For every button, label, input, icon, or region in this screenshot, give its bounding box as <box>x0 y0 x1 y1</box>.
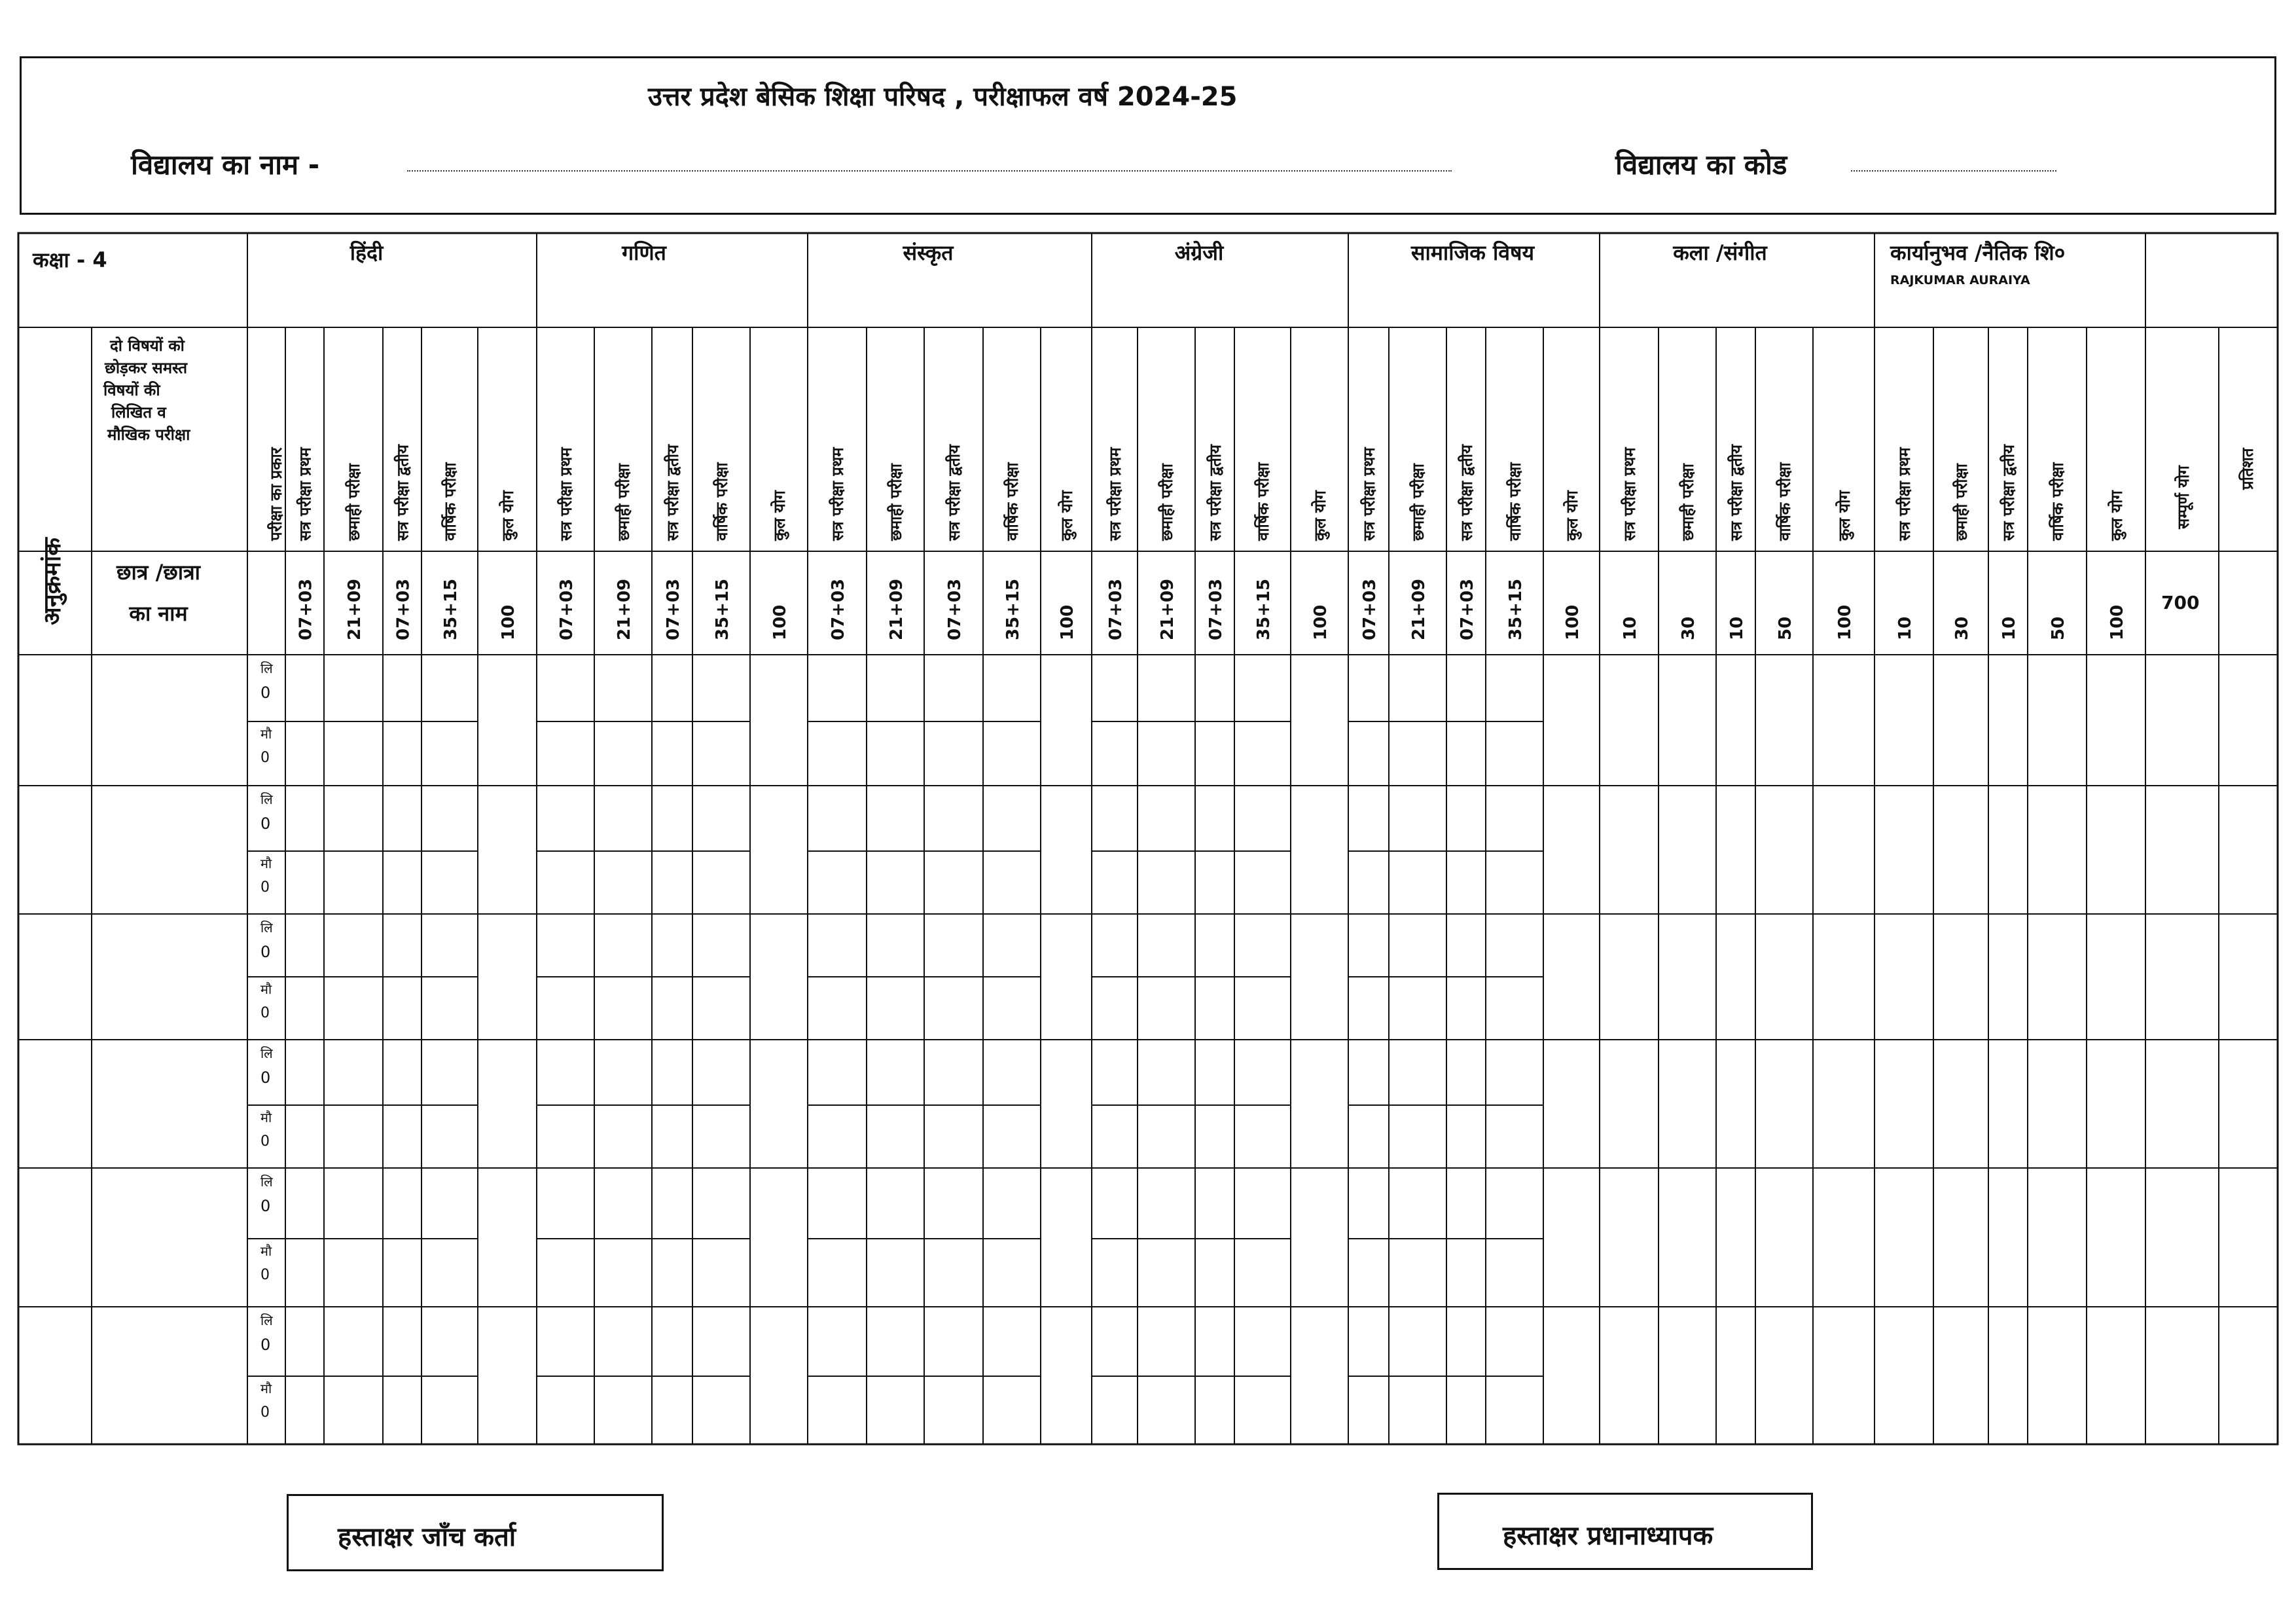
school-code-label: विद्यालय का कोड <box>1615 149 1787 181</box>
column-header: वार्षिक परीक्षा <box>713 462 731 541</box>
column-header: वार्षिक परीक्षा <box>1506 462 1524 541</box>
max-marks: 21+09 <box>615 578 634 640</box>
max-marks: 07+03 <box>393 578 414 640</box>
column-header: वार्षिक परीक्षा <box>2049 462 2067 541</box>
max-marks: 21+09 <box>887 578 906 640</box>
max-marks: 21+09 <box>1409 578 1429 640</box>
max-marks: 100 <box>1835 604 1855 640</box>
written-label: लि <box>260 1313 273 1328</box>
column-header: कुल योग <box>1058 490 1076 541</box>
column-header: छमाही परीक्षा <box>887 464 905 541</box>
written-label: लि <box>260 792 273 807</box>
column-header: कुल योग <box>1563 490 1581 541</box>
column-header: सत्र परीक्षा द्वतीय <box>2000 445 2018 541</box>
max-marks: 10 <box>1895 616 1915 640</box>
max-marks: 10 <box>1621 616 1640 640</box>
max-marks: 10 <box>2000 616 2019 640</box>
written-zero: 0 <box>260 814 271 833</box>
column-header: वार्षिक परीक्षा <box>1003 462 1022 541</box>
oral-zero: 0 <box>260 1005 270 1021</box>
max-marks: 07+03 <box>1206 578 1226 640</box>
max-marks: 50 <box>2049 616 2068 640</box>
max-marks: 07+03 <box>296 578 316 640</box>
subject-header: सामाजिक विषय <box>1410 240 1535 265</box>
oral-label: मौ <box>260 1110 272 1125</box>
column-header: सत्र परीक्षा प्रथम <box>1621 447 1639 541</box>
column-header: छमाही परीक्षा <box>345 464 363 541</box>
column-header: कुल योग <box>770 490 789 541</box>
max-marks: 35+15 <box>1254 578 1274 640</box>
max-marks: 07+03 <box>829 578 848 640</box>
max-marks: 50 <box>1776 616 1795 640</box>
roll-number-header: अनुक्रमांक <box>39 538 66 625</box>
oral-zero: 0 <box>260 750 270 766</box>
max-marks: 35+15 <box>441 578 461 640</box>
instruction-text: मौखिक परीक्षा <box>107 426 190 444</box>
column-header: सत्र परीक्षा द्वतीय <box>1727 445 1746 541</box>
grand-total-header: सम्पूर्ण योग <box>2174 465 2193 529</box>
max-marks: 35+15 <box>1003 578 1023 640</box>
max-marks: 10 <box>1727 616 1747 640</box>
school-name-label: विद्यालय का नाम - <box>131 149 320 181</box>
written-zero: 0 <box>260 1336 271 1354</box>
max-marks: 35+15 <box>1506 578 1526 640</box>
oral-label: मौ <box>260 726 272 742</box>
column-header: सत्र परीक्षा प्रथम <box>829 447 847 541</box>
column-header: छमाही परीक्षा <box>1409 464 1427 541</box>
exam-type-header: परीक्षा का प्रकार <box>267 447 285 541</box>
column-header: सत्र परीक्षा प्रथम <box>1106 447 1124 541</box>
max-marks: 21+09 <box>345 578 365 640</box>
max-marks: 35+15 <box>713 578 732 640</box>
percent-header: प्रतिशत <box>2238 448 2257 490</box>
oral-zero: 0 <box>260 1404 270 1421</box>
max-marks: 07+03 <box>1458 578 1477 640</box>
max-marks: 100 <box>1058 604 1077 640</box>
subject-header: गणित <box>622 240 666 265</box>
max-marks: 07+03 <box>664 578 683 640</box>
subject-header: अंग्रेजी <box>1174 240 1224 265</box>
oral-zero: 0 <box>260 1133 270 1150</box>
checker-signature-label: हस्ताक्षर जाँच कर्ता <box>338 1522 516 1552</box>
written-zero: 0 <box>260 684 271 702</box>
written-zero: 0 <box>260 943 271 961</box>
column-header: कुल योग <box>1311 490 1329 541</box>
written-label: लि <box>260 661 273 676</box>
column-header: सत्र परीक्षा द्वतीय <box>945 445 963 541</box>
subject-header: हिंदी <box>350 240 384 265</box>
column-header: कुल योग <box>2108 490 2126 541</box>
max-marks: 07+03 <box>1360 578 1380 640</box>
student-name-header: छात्र /छात्रा <box>117 560 200 585</box>
column-header: वार्षिक परीक्षा <box>441 462 459 541</box>
instruction-text: दो विषयों को <box>110 337 185 355</box>
watermark-note: RAJKUMAR AURAIYA <box>1890 273 2030 287</box>
instruction-text: छोड़कर समस्त <box>105 359 188 377</box>
oral-label: मौ <box>260 856 272 871</box>
column-header: कुल योग <box>499 490 517 541</box>
max-marks: 30 <box>1679 616 1698 640</box>
column-header: सत्र परीक्षा द्वतीय <box>664 445 682 541</box>
max-marks: 100 <box>770 604 790 640</box>
written-label: लि <box>260 920 273 936</box>
column-header: छमाही परीक्षा <box>615 464 633 541</box>
column-header: सत्र परीक्षा प्रथम <box>1360 447 1378 541</box>
oral-label: मौ <box>260 981 272 997</box>
written-label: लि <box>260 1174 273 1190</box>
column-header: सत्र परीक्षा द्वतीय <box>1206 445 1225 541</box>
oral-zero: 0 <box>260 879 270 896</box>
max-marks: 07+03 <box>1106 578 1126 640</box>
max-marks: 07+03 <box>557 578 577 640</box>
column-header: वार्षिक परीक्षा <box>1254 462 1272 541</box>
column-header: छमाही परीक्षा <box>1952 464 1971 541</box>
subject-header: कला /संगीत <box>1673 240 1767 265</box>
principal-signature-label: हस्ताक्षर प्रधानाध्यापक <box>1503 1521 1713 1551</box>
instruction-text: विषयों की <box>103 381 160 399</box>
subject-header: कार्यानुभव /नैतिक शि० <box>1890 240 2066 265</box>
class-label: कक्षा - 4 <box>33 247 107 272</box>
oral-zero: 0 <box>260 1267 270 1283</box>
oral-label: मौ <box>260 1243 272 1259</box>
written-label: लि <box>260 1046 273 1061</box>
max-marks: 100 <box>1311 604 1331 640</box>
column-header: सत्र परीक्षा द्वतीय <box>393 445 412 541</box>
subject-header: संस्कृत <box>903 240 954 265</box>
written-zero: 0 <box>260 1197 271 1215</box>
grand-total-max: 700 <box>2161 592 2200 613</box>
max-marks: 100 <box>2108 604 2127 640</box>
column-header: सत्र परीक्षा प्रथम <box>296 447 315 541</box>
student-name-header: का नाम <box>129 601 188 626</box>
column-header: कुल योग <box>1835 490 1854 541</box>
max-marks: 100 <box>1563 604 1583 640</box>
max-marks: 100 <box>499 604 518 640</box>
max-marks: 30 <box>1952 616 1972 640</box>
column-header: छमाही परीक्षा <box>1158 464 1176 541</box>
page-title: उत्तर प्रदेश बेसिक शिक्षा परिषद , परीक्षाफल वर्ष 2024-25 <box>648 82 1238 112</box>
max-marks: 21+09 <box>1158 578 1177 640</box>
oral-label: मौ <box>260 1381 272 1396</box>
instruction-text: लिखित व <box>111 403 166 422</box>
column-header: छमाही परीक्षा <box>1679 464 1697 541</box>
written-zero: 0 <box>260 1068 271 1087</box>
column-header: सत्र परीक्षा प्रथम <box>1895 447 1914 541</box>
column-header: वार्षिक परीक्षा <box>1776 462 1794 541</box>
column-header: सत्र परीक्षा प्रथम <box>557 447 575 541</box>
max-marks: 07+03 <box>945 578 965 640</box>
column-header: सत्र परीक्षा द्वतीय <box>1458 445 1476 541</box>
